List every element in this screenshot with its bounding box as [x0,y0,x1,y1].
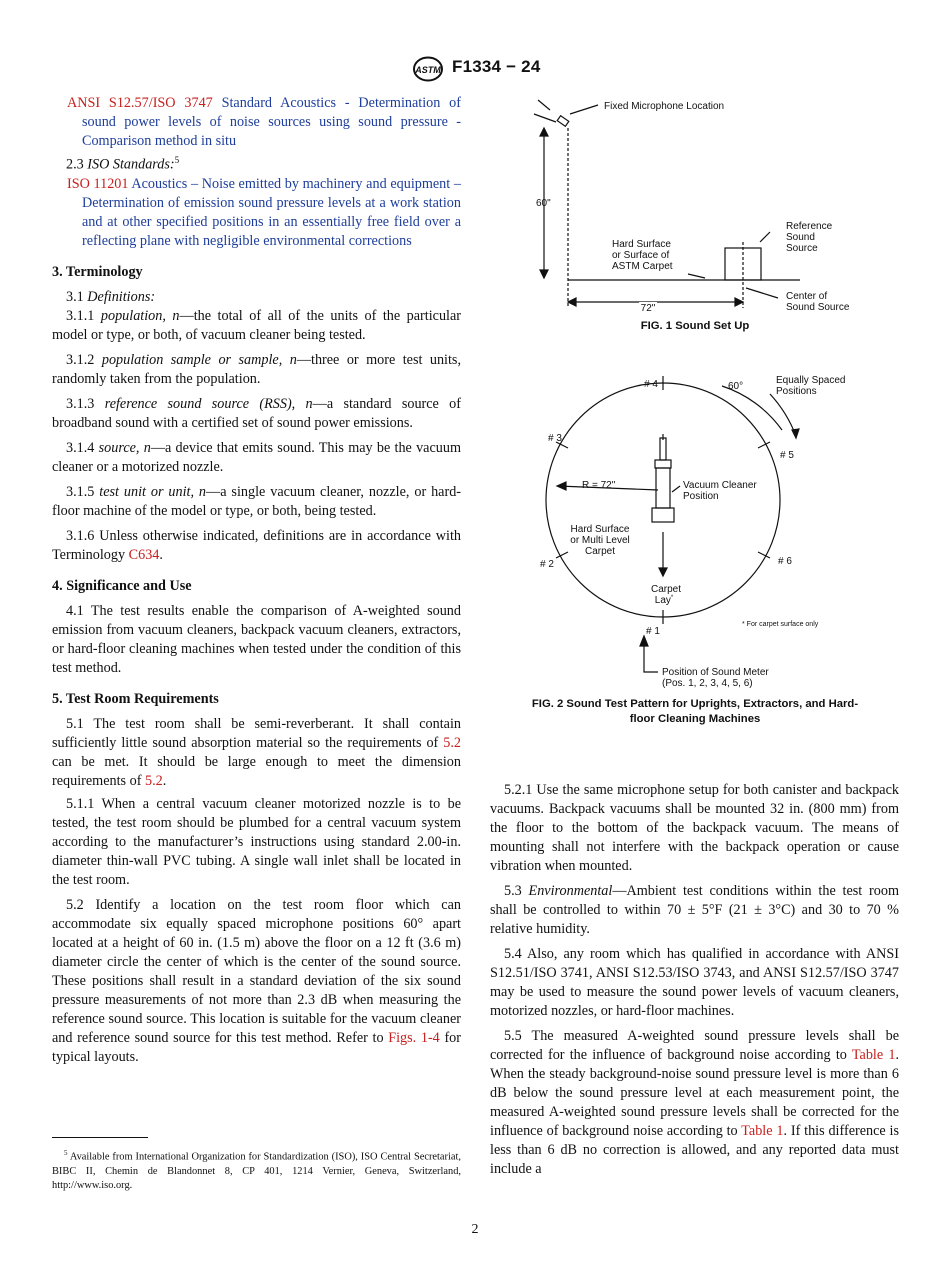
section-3-1-4: 3.1.4 source, n—a device that emits sound. This may be the vacuum cleaner or a motorized nozzle. [52,439,461,475]
section-3-1-2: 3.1.2 population sample or sample, n—three or more test units, randomly taken from the population. [52,351,462,387]
svg-text:Hard Surface: Hard Surface [570,524,630,535]
mic-label: Fixed Microphone Location [604,101,725,112]
figure-2-caption: FIG. 2 Sound Test Pattern for Uprights, Extractors, and Hard- floor Cleaning Machines [531,698,859,725]
svg-text:or Multi Level: or Multi Level [570,535,630,546]
footnote-mark: 5 [174,155,180,165]
svg-text:(Pos. 1, 2, 3, 4, 5, 6): (Pos. 1, 2, 3, 4, 5, 6) [662,678,753,689]
svg-text:Position of Sound Meter: Position of Sound Meter [662,667,769,678]
link-c634[interactable]: C634 [128,546,160,563]
figure-2 [520,370,900,705]
left-column [52,94,461,1067]
svg-text:Position: Position [683,491,719,502]
svg-text:ASTM Carpet: ASTM Carpet [612,261,673,272]
ref-iso-title[interactable]: Acoustics – Noise emitted by machinery and equipment – Determination of emission sound pressure levels at a work station and at other specified positions in an essentially free field over a reflecting plane with negligible environmental corrections [82,175,461,249]
heading-test-room: 5. Test Room Requirements [52,690,219,707]
link-table-1[interactable]: Table 1 [851,1047,896,1063]
footnote: $^5$ Available from International Organization for Standardization (ISO), ISO Central Secretariat, BIBC II, Chemin de Blandonnet 8, CP 401, 1214 Vernier, Geneva, Switzerland, http://www.iso.org. [52,1149,461,1192]
section-5-2-1: 5.2.1 Use the same microphone setup for both canister and backpack vacuums. Backpack vacuums shall be mounted 32 in. (800 mm) from the floor to the bottom of the backpack vacuum. The means of mounting shall not interfere with the backpack operation or cause vibration when mounted. [490,782,899,874]
svg-text:or Surface of: or Surface of [612,250,670,261]
section-3-1-3: 3.1.3 reference sound source (RSS), n—a standard source of broadband sound with a certified set of sound power emissions. [52,395,461,431]
section-3-1-1: 3.1.1 population, n—the total of all of the units of the particular model or type, or both, of vacuum cleaner being tested. [52,307,462,343]
vacuum-handle [660,438,666,460]
figure-1 [520,92,900,342]
svg-text:# 4: # 4 [644,379,658,390]
page-header [0,56,950,82]
astm-logo [408,56,448,82]
height-label: 60" [536,198,551,209]
svg-text:Vacuum Cleaner: Vacuum Cleaner [683,480,757,491]
section-2-3-title: ISO Standards: [87,156,175,173]
figure-1-caption: FIG. 1 Sound Set Up [640,320,750,332]
svg-text:Hard Surface: Hard Surface [612,239,671,250]
svg-text:Lay*: Lay* [654,595,674,606]
carpet-note: * For carpet surface only [742,621,819,628]
svg-text:Positions: Positions [776,386,817,397]
link-5-2-b[interactable]: 5.2 [144,772,163,789]
svg-text:# 3: # 3 [548,433,562,444]
svg-text:Source: Source [786,243,818,254]
footnote-rule [52,1137,148,1138]
svg-text:Reference: Reference [786,221,833,232]
svg-text:# 1: # 1 [646,626,660,637]
vacuum-cleaner-icon [652,508,674,522]
section-5-3: 5.3 Environmental—Ambient test conditions within the test room shall be controlled to within 70 ± 5°F (21 ± 3°C) and 30 to 70 % relative humidity. [490,883,899,937]
link-table-1-b[interactable]: Table 1 [741,1123,784,1139]
angle-label: 60° [728,381,744,392]
svg-text:Sound Source: Sound Source [786,302,850,313]
section-3-1-6: 3.1.6 Unless otherwise indicated, definitions are in accordance with Terminology C634. [52,527,461,563]
section-5-5: 5.5 The measured A-weighted sound pressure levels shall be corrected for the influence of background noise according to Table 1. When the steady background-noise sound pressure level is more than 6 dB below the sound pressure level at each measurement point, the measured A-weighted sound pressure levels shall be corrected for the influence of background noise according to Table 1. If this difference is less than 6 dB no correction is allowed, and any reported data must include a [490,1028,900,1177]
section-5-1: 5.1 The test room shall be semi-reverberant. It shall contain sufficiently little sound absorption material so the requirements of 5.2 can be met. It should be large enough to meet the dimension requirements of 5.2. [52,715,461,789]
svg-text:Sound: Sound [786,232,815,243]
heading-terminology: 3. Terminology [52,263,143,280]
reference-ansi [52,94,461,151]
test-circle [546,383,780,617]
section-3-1: 3.1 Definitions: [66,288,156,305]
ref-ansi-code[interactable]: ANSI S12.57/ISO 3747 [67,95,213,111]
distance-label: 72" [640,303,656,314]
page-number: 2 [471,1222,479,1237]
svg-text:Carpet: Carpet [584,546,616,557]
reference-iso [52,175,461,251]
microphone-icon [534,100,556,122]
svg-text:Center of: Center of [786,291,828,302]
section-4-1: 4.1 The test results enable the comparison of A-weighted sound emission from vacuum cleaners, backpack vacuum cleaners, extractors, or hard-floor cleaning machines when tested under the condition of this test method. [52,602,461,676]
svg-text:Equally Spaced: Equally Spaced [776,375,846,386]
link-figs-1-4[interactable]: Figs. 1-4 [388,1029,440,1046]
doc-code: F1334 − 24 [452,57,541,76]
link-5-2[interactable]: 5.2 [443,734,461,751]
right-column [490,781,899,1179]
section-2-3: 2.3 ISO Standards:$^5$ [66,155,180,173]
logo-text: ASTM [415,65,441,75]
heading-significance: 4. Significance and Use [52,577,192,594]
svg-text:# 5: # 5 [780,450,794,461]
section-5-1-1: 5.1.1 When a central vacuum cleaner motorized nozzle is to be tested, the test room should be plumbed for a central vacuum system according to the manufacturer’s instructions using standard 2.00-in. diameter thin-wall PVC tubing. A single wall inlet shall be located in the test room. [52,795,461,888]
svg-text:Carpet: Carpet [650,584,682,595]
section-3-1-5: 3.1.5 test unit or unit, n—a single vacuum cleaner, nozzle, or hard-floor machine of the model or type, or both, being tested. [52,483,462,519]
svg-text:# 2: # 2 [540,559,554,570]
svg-text:# 6: # 6 [778,556,792,567]
radius-label: R = 72" [582,480,616,491]
section-5-4: 5.4 Also, any room which has qualified in accordance with ANSI S12.51/ISO 3741, ANSI S12.53/ISO 3743, and ANSI S12.57/ISO 3747 may be used to measure the sound power levels of vacuum cleaners, motorized nozzles, or hard-floor machines. [490,946,899,1019]
section-5-2: 5.2 Identify a location on the test room floor which can accommodate six equally spaced microphone positions 60° apart located at a height of 60 in. (1.5 m) above the floor on a 12 ft (3.6 m) diameter circle the center of which is the center of the sound source. These positions shall result in a standard deviation of the six sound pressure measurements of not more than 2.3 dB when measuring the reference sound source. This location is suitable for the vacuum cleaner and reference sound source for this test method. Refer to Figs. 1-4 for typical layouts. [52,896,461,1065]
ref-ansi-title[interactable]: Standard Acoustics - Determination of sound power levels of noise sources using sound pressure - Comparison method in situ [82,95,461,149]
ref-iso-code[interactable]: ISO 11201 [67,175,129,192]
